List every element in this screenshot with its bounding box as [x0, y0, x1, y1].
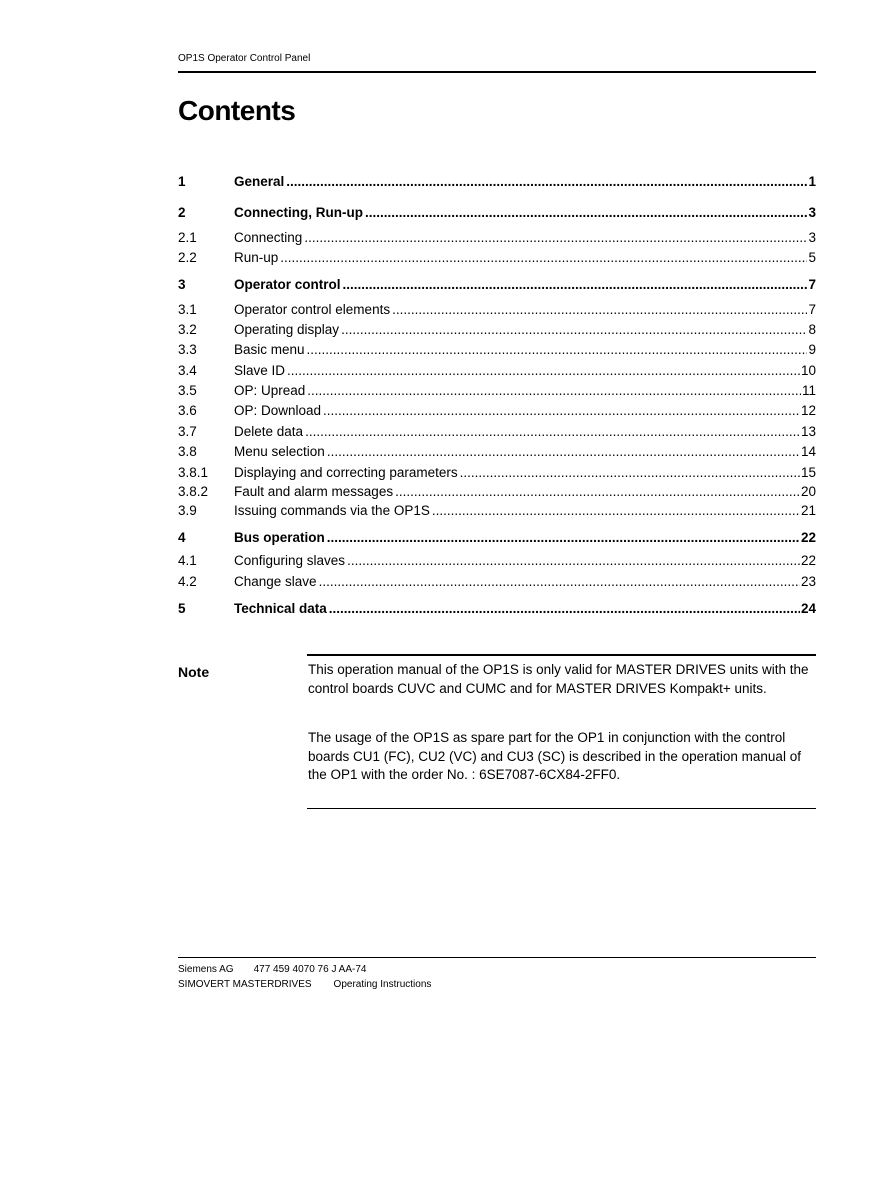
toc-entry-leader: [234, 599, 816, 619]
toc-entry: [178, 340, 816, 360]
toc-entry: [178, 482, 816, 502]
toc-entry-label: Issuing commands via the OP1S: [234, 503, 430, 518]
footer-line-1: [178, 963, 366, 977]
toc-entry-number: 1: [178, 174, 186, 189]
note-paragraph-1: This operation manual of the OP1S is only valid for MASTER DRIVES units with the control boards CUVC and CUMC and for MASTER DRIVES Kompakt+ units.: [308, 662, 809, 696]
toc-entry: [178, 551, 816, 571]
toc-entry-number: 2.1: [178, 230, 197, 245]
toc-entry: [178, 528, 816, 548]
page-title: Contents: [178, 95, 296, 126]
toc-entry-leader: [234, 463, 816, 483]
note-rule-top: [307, 654, 816, 656]
toc-entry-label: Connecting: [234, 230, 303, 245]
toc-entry-label: Basic menu: [234, 342, 305, 357]
toc-entry-page: 24: [800, 599, 816, 619]
toc-entry-leader: [234, 275, 816, 295]
toc-entry-label: Technical data: [234, 601, 327, 616]
toc-entry-page: 20: [800, 482, 816, 502]
toc-entry: [178, 203, 816, 223]
toc-entry-page: 9: [807, 340, 816, 360]
toc-entry-label: General: [234, 174, 285, 189]
toc-entry: [178, 248, 816, 268]
toc-entry-page: 13: [800, 422, 816, 442]
footer-order-number: 477 459 4070 76 J AA-74: [253, 964, 367, 975]
toc-entry-label: Operating display: [234, 322, 340, 337]
toc-entry-page: 22: [800, 528, 816, 548]
toc-entry-label: Fault and alarm messages: [234, 484, 394, 499]
toc-entry-leader: [234, 442, 816, 462]
toc-entry-leader: [234, 401, 816, 421]
footer-product: SIMOVERT MASTERDRIVES: [178, 979, 312, 990]
toc-entry-leader: [234, 551, 816, 571]
toc-entry-leader: [234, 340, 816, 360]
toc-entry-number: 3.6: [178, 403, 197, 418]
toc-entry: [178, 320, 816, 340]
toc-entry-leader: [234, 528, 816, 548]
toc-entry-leader: [234, 172, 816, 192]
toc-entry: [178, 442, 816, 462]
toc-entry-page: 3: [807, 203, 816, 223]
toc-entry-leader: [234, 572, 816, 592]
toc-entry-page: 22: [800, 551, 816, 571]
toc-entry: [178, 381, 816, 401]
toc-entry-leader: [234, 501, 816, 521]
toc-entry-leader: [234, 228, 816, 248]
toc-entry-page: 12: [800, 401, 816, 421]
toc-entry-page: 7: [807, 275, 816, 295]
footer-line-2: [178, 978, 431, 992]
footer-rule: [178, 957, 816, 958]
toc-entry-number: 3.8: [178, 444, 197, 459]
toc-entry: [178, 599, 816, 619]
toc-entry-label: Slave ID: [234, 363, 286, 378]
toc-entry-label: Operator control: [234, 277, 341, 292]
toc-entry-number: 3.1: [178, 302, 197, 317]
toc-entry-leader: [234, 422, 816, 442]
footer-doc-type: Operating Instructions: [333, 979, 432, 990]
toc-entry: [178, 275, 816, 295]
toc-entry-page: 21: [800, 501, 816, 521]
toc-entry-label: Run-up: [234, 250, 279, 265]
toc-entry-number: 5: [178, 601, 186, 616]
running-header: OP1S Operator Control Panel: [178, 53, 311, 64]
toc-entry: [178, 228, 816, 248]
note-paragraph-2: The usage of the OP1S as spare part for the OP1 in conjunction with the control boards CU1 (FC), CU2 (VC) and CU3 (SC) is described in the operation manual of the OP1 with the order No. : 6SE7087-6CX84-2FF0.: [308, 730, 801, 782]
toc-entry-label: Connecting, Run-up: [234, 205, 363, 220]
toc-entry-page: 3: [807, 228, 816, 248]
toc-entry-label: Operator control elements: [234, 302, 391, 317]
toc-entry-number: 4: [178, 530, 186, 545]
toc-entry-leader: [234, 361, 816, 381]
toc-entry-page: 1: [807, 172, 816, 192]
toc-entry-label: Menu selection: [234, 444, 325, 459]
toc-entry-leader: [234, 320, 816, 340]
toc-entry: [178, 401, 816, 421]
toc-entry-number: 4.1: [178, 553, 197, 568]
toc-entry-label: OP: Download: [234, 403, 322, 418]
toc-entry-leader: [234, 203, 816, 223]
toc-entry-label: Change slave: [234, 574, 317, 589]
toc-entry-number: 4.2: [178, 574, 197, 589]
toc-entry-number: 3.2: [178, 322, 197, 337]
toc-entry-leader: [234, 248, 816, 268]
toc-entry-number: 3.8.2: [178, 484, 209, 499]
header-rule: [178, 71, 816, 73]
toc-entry: [178, 463, 816, 483]
toc-entry-number: 3.5: [178, 383, 197, 398]
toc-entry-page: 14: [800, 442, 816, 462]
toc-entry-label: Configuring slaves: [234, 553, 346, 568]
toc-entry-page: 7: [807, 300, 816, 320]
toc-entry-leader: [234, 381, 816, 401]
toc-entry-page: 5: [807, 248, 816, 268]
toc-entry-page: 15: [800, 463, 816, 483]
note-rule-bottom: [307, 808, 816, 809]
toc-entry-page: 23: [800, 572, 816, 592]
toc-entry-label: Bus operation: [234, 530, 325, 545]
note-label: Note: [178, 664, 210, 680]
toc-entry-number: 3.4: [178, 363, 197, 378]
toc-entry-page: 11: [801, 381, 816, 401]
toc-entry: [178, 300, 816, 320]
toc-entry-number: 2: [178, 205, 186, 220]
toc-entry-number: 3: [178, 277, 186, 292]
toc-entry-page: 8: [807, 320, 816, 340]
toc-entry-number: 3.8.1: [178, 465, 209, 480]
toc-entry-label: Delete data: [234, 424, 304, 439]
toc-entry: [178, 422, 816, 442]
toc-entry-label: Displaying and correcting parameters: [234, 465, 458, 480]
toc-entry-number: 3.7: [178, 424, 197, 439]
toc-entry-number: 3.3: [178, 342, 197, 357]
toc-entry-number: 3.9: [178, 503, 197, 518]
toc-entry-leader: [234, 482, 816, 502]
toc-entry-leader: [234, 300, 816, 320]
toc-entry: [178, 501, 816, 521]
toc-entry: [178, 172, 816, 192]
toc-entry-number: 2.2: [178, 250, 197, 265]
footer-company: Siemens AG: [178, 964, 234, 975]
toc-entry-label: OP: Upread: [234, 383, 306, 398]
toc-entry: [178, 361, 816, 381]
toc-entry-page: 10: [800, 361, 816, 381]
toc-entry: [178, 572, 816, 592]
